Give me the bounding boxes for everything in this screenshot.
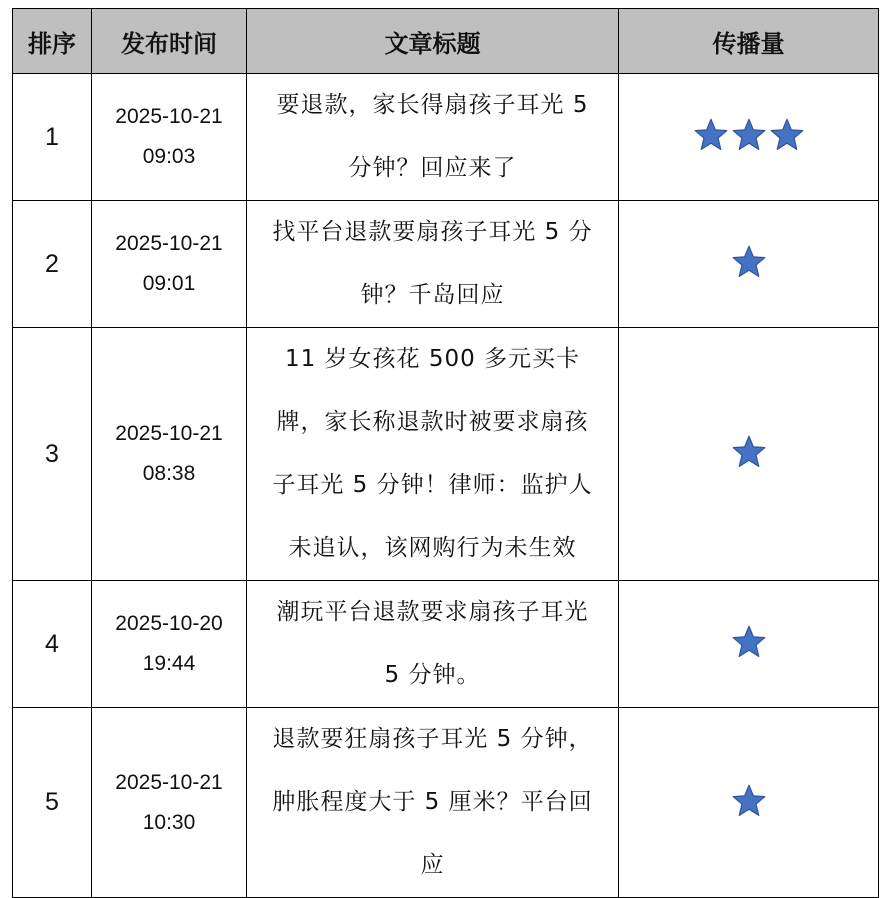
rank-cell: 3 — [13, 328, 92, 581]
publish-time-cell — [92, 201, 247, 328]
article-title-cell: 退款要狂扇孩子耳光 5 分钟，肿胀程度大于 5 厘米？平台回应 — [247, 708, 619, 898]
rank-cell: 4 — [13, 581, 92, 708]
publish-date: 2025-10-21 — [115, 422, 223, 445]
publish-date: 2025-10-21 — [115, 770, 223, 794]
article-title-cell: 11 岁女孩花 500 多元买卡牌，家长称退款时被要求扇孩子耳光 5 分钟！律师：监护人未追认，该网购行为未生效 — [247, 328, 619, 581]
article-title-cell: 找平台退款要扇孩子耳光 5 分钟？千岛回应 — [247, 201, 619, 328]
table-row — [13, 74, 879, 201]
table-row — [13, 201, 879, 328]
spread-rating-cell — [619, 201, 879, 328]
header-publish-time: 发布时间 — [92, 9, 247, 74]
table-row — [13, 708, 879, 898]
star-icon — [693, 117, 729, 153]
star-icon — [731, 244, 767, 280]
star-icon — [731, 117, 767, 153]
star-icon — [731, 783, 767, 819]
rank-cell: 1 — [13, 74, 92, 201]
spread-rating-cell — [619, 708, 879, 898]
star-icon — [769, 117, 805, 153]
publish-date: 2025-10-21 — [115, 232, 223, 255]
publish-clock: 19:44 — [142, 652, 196, 675]
rank-cell: 2 — [13, 201, 92, 328]
spread-rating-cell — [619, 74, 879, 201]
spread-rating-cell — [619, 581, 879, 708]
publish-time-cell — [92, 74, 247, 201]
publish-time-cell — [92, 581, 247, 708]
table-row — [13, 581, 879, 708]
article-spread-table — [12, 8, 879, 898]
article-title-cell: 要退款，家长得扇孩子耳光 5 分钟？回应来了 — [247, 74, 619, 201]
header-rank: 排序 — [13, 9, 92, 74]
publish-clock: 09:03 — [142, 145, 196, 168]
rank-cell: 5 — [13, 708, 92, 898]
publish-time-cell — [92, 328, 247, 581]
publish-clock: 08:38 — [142, 462, 196, 485]
table-row — [13, 328, 879, 581]
publish-clock: 10:30 — [142, 810, 196, 834]
publish-clock: 09:01 — [142, 272, 196, 295]
publish-date: 2025-10-20 — [115, 612, 223, 635]
article-title-cell: 潮玩平台退款要求扇孩子耳光 5 分钟。 — [247, 581, 619, 708]
publish-date: 2025-10-21 — [115, 105, 223, 128]
spread-rating-cell — [619, 328, 879, 581]
header-spread-volume: 传播量 — [619, 9, 879, 74]
star-icon — [731, 624, 767, 660]
table-header-row — [13, 9, 879, 74]
publish-time-cell — [92, 708, 247, 898]
header-article-title: 文章标题 — [247, 9, 619, 74]
star-icon — [731, 434, 767, 470]
